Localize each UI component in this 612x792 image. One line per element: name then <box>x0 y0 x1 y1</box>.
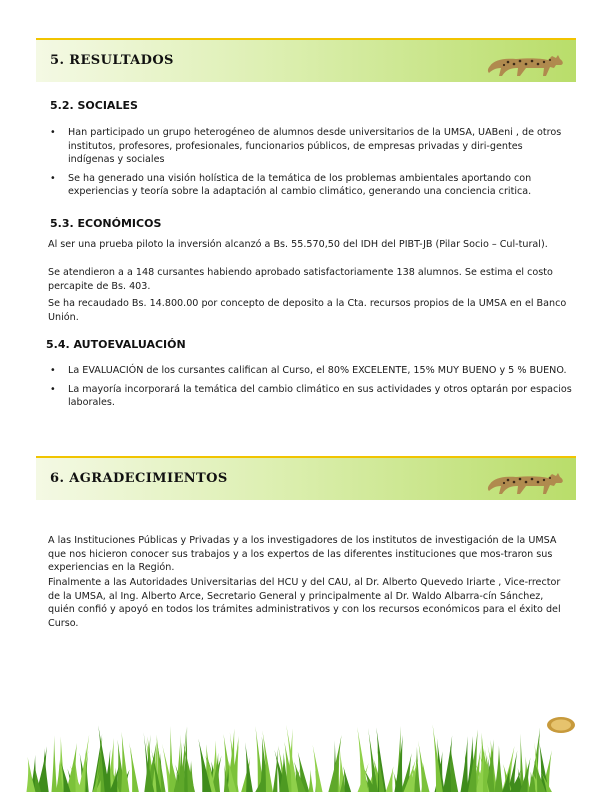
grass-blade <box>494 745 503 792</box>
ocelot-icon <box>486 464 566 496</box>
grass-blade <box>433 724 443 792</box>
bullet-text: La mayoría incorporará la temática del cambio climático en sus actividades y otros optarán por espacios laborales. <box>68 383 572 409</box>
bullet-icon: • <box>50 365 56 376</box>
grass-blade <box>169 726 174 792</box>
grass-blade <box>313 745 323 792</box>
list-item <box>48 126 572 167</box>
grass-blade <box>443 735 452 792</box>
ocelot-icon <box>486 46 566 78</box>
grass-blade <box>461 736 469 792</box>
economicos-heading: 5.3. ECONÓMICOS <box>50 217 162 230</box>
grass-blade <box>309 769 314 792</box>
agradecimientos-paragraph: Finalmente a las Autoridades Universitarias del HCU y del CAU, al Dr. Alberto Quevedo Iriarte , Vice-rrector de la UMSA, al Ing. Alberto Arce, Secretario General y principalmente al Dr. Waldo Albarra-cín Sánchez, quién confió y apoyó en todos los trámites administrativos y con los recursos económicos para el éxito del Curso. <box>48 577 561 629</box>
economicos-paragraph: Se ha recaudado Bs. 14.800.00 por concepto de deposito a la Cta. recursos propios de la UMSA en el Banco Unión. <box>48 298 567 323</box>
bullet-text: Han participado un grupo heterogéneo de alumnos desde universitarios de la UMSA, UABeni , de otros institutos, profesores, profesionales, funcionarios públicos, de empresas privadas y diri-gentes indígenas y sociales <box>68 127 562 166</box>
autoevaluacion-heading: 5.4. AUTOEVALUACIÓN <box>46 338 186 351</box>
list-item <box>48 172 572 199</box>
economicos-paragraph: Se atendieron a a 148 cursantes habiendo aprobado satisfactoriamente 138 alumnos. Se estima el costo percapite de Bs. 403. <box>48 267 553 292</box>
agradecimientos-paragraph: A las Instituciones Públicas y Privadas y a los investigadores de los institutos de investigación de la UMSA que nos hicieron conocer sus trabajos y a los expertos de las diferentes instituciones que mos-traron sus experiencias en la Región. <box>48 535 557 574</box>
bullet-text: La EVALUACIÓN de los cursantes califican al Curso, el 80% EXCELENTE, 15% MUY BUENO y 5 % BUENO. <box>68 365 567 376</box>
list-item <box>48 364 572 378</box>
bullet-icon: • <box>50 383 56 395</box>
grass-decoration <box>0 702 612 792</box>
grass-blade <box>121 732 129 792</box>
grass-blade <box>51 735 56 792</box>
sociales-heading: 5.2. SOCIALES <box>50 99 138 112</box>
section-6-title: 6. AGRADECIMIENTOS <box>50 471 228 486</box>
section-5-title: 5. RESULTADOS <box>50 53 174 68</box>
bullet-icon: • <box>50 127 56 138</box>
bullet-icon: • <box>50 172 56 184</box>
sociales-list <box>48 126 572 204</box>
section-5-banner <box>36 38 576 82</box>
autoevaluacion-list <box>48 364 572 415</box>
section-6-banner <box>36 456 576 500</box>
list-item <box>48 383 572 410</box>
economicos-paragraph: Al ser una prueba piloto la inversión alcanzó a Bs. 55.570,50 del IDH del PIBT-JB (Pilar Socio – Cul-tural). <box>48 239 548 250</box>
grass-blade <box>129 742 139 792</box>
grass-blade <box>386 766 394 792</box>
bullet-text: Se ha generado una visión holística de la temática de los problemas ambientales aportando con experiencias y teoría sobre la adaptación al cambio climático, generando una conciencia critica. <box>68 172 532 198</box>
grass-blade <box>273 746 278 792</box>
page-number-badge-icon <box>546 716 576 734</box>
